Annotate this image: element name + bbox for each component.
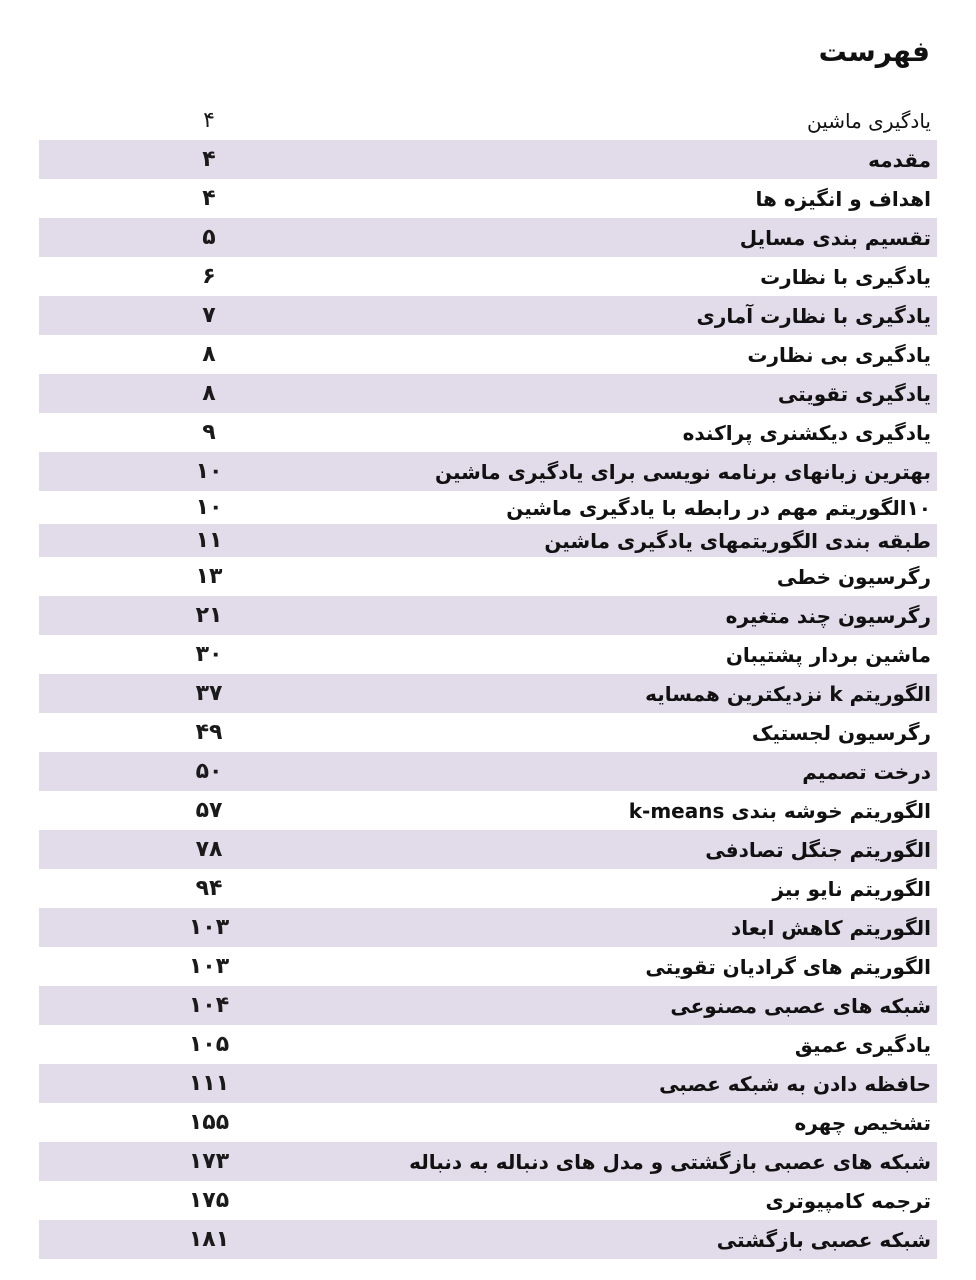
toc-entry-title: رگرسیون خطی [776, 564, 931, 589]
toc-entry-page: ۸ [202, 381, 216, 406]
toc-entry-page: ۱۵۵ [188, 1110, 230, 1135]
toc-entry-page: ۹۴ [195, 876, 223, 901]
toc-entry[interactable] [39, 674, 937, 713]
toc-entry[interactable] [39, 257, 937, 296]
toc-entry-page: ۱۰۳ [188, 915, 230, 940]
toc-entry[interactable] [39, 1064, 937, 1103]
toc-entry-page: ۵ [202, 225, 216, 250]
toc-entry[interactable] [39, 179, 937, 218]
toc-entry-page: ۱۰۴ [188, 993, 230, 1018]
toc-entry-title: درخت تصمیم [802, 759, 931, 784]
toc-entry[interactable] [39, 524, 937, 557]
toc-entry-title: حافظه دادن به شبکه عصبی [659, 1071, 931, 1096]
toc-entry[interactable] [39, 140, 937, 179]
toc-entry-title: یادگیری با نظارت [760, 264, 931, 289]
toc-entry-page: ۸ [202, 342, 216, 367]
toc-entry[interactable] [39, 1103, 937, 1142]
toc-entry-title: یادگیری بی نظارت [747, 342, 931, 367]
toc-entry-title: بهترین زبانهای برنامه نویسی برای یادگیری ماشین [434, 459, 931, 484]
toc-entry-page: ۴ [203, 108, 215, 133]
toc-entry-page: ۴ [202, 147, 216, 172]
toc-list [39, 101, 937, 1259]
toc-entry-page: ۴ [202, 186, 216, 211]
toc-entry-title: مقدمه [868, 147, 931, 172]
toc-entry[interactable] [39, 986, 937, 1025]
toc-entry-page: ۱۰ [195, 459, 223, 484]
toc-entry[interactable] [39, 218, 937, 257]
toc-entry-title: تشخیص چهره [794, 1110, 931, 1135]
toc-entry[interactable] [39, 830, 937, 869]
toc-entry-page: ۱۷۳ [188, 1149, 230, 1174]
toc-entry-page: ۱۱ [195, 528, 223, 553]
toc-entry[interactable] [39, 947, 937, 986]
toc-entry[interactable] [39, 1220, 937, 1259]
toc-entry-title: ۱۰الگوریتم مهم در رابطه با یادگیری ماشین [506, 495, 931, 520]
toc-entry-title: الگوریتم نایو بیز [772, 876, 931, 901]
toc-entry[interactable] [39, 296, 937, 335]
toc-entry-title: الگوریتم های گرادیان تقویتی [645, 954, 931, 979]
toc-entry-page: ۲۱ [195, 603, 223, 628]
toc-entry[interactable] [39, 452, 937, 491]
toc-entry-title: رگرسیون چند متغیره [725, 603, 931, 628]
toc-entry[interactable] [39, 791, 937, 830]
toc-entry-title: ماشین بردار پشتیبان [725, 642, 931, 667]
toc-entry[interactable] [39, 713, 937, 752]
toc-entry-title: شبکه عصبی بازگشتی [716, 1227, 931, 1252]
toc-entry-page: ۳۷ [195, 681, 223, 706]
toc-entry-title: یادگیری ماشین [807, 108, 931, 133]
toc-entry-page: ۶ [202, 264, 216, 289]
toc-entry[interactable] [39, 491, 937, 524]
toc-entry-title: ترجمه کامپیوتری [765, 1188, 931, 1213]
toc-entry[interactable] [39, 101, 937, 140]
toc-entry-page: ۵۰ [195, 759, 223, 784]
toc-entry-title: تقسیم بندی مسایل [739, 225, 931, 250]
toc-entry[interactable] [39, 557, 937, 596]
toc-entry-title: طبقه بندی الگوریتمهای یادگیری ماشین [544, 528, 931, 553]
toc-entry-page: ۹ [202, 420, 216, 445]
toc-entry-title: اهداف و انگیزه ها [755, 186, 931, 211]
page-title: فهرست [818, 35, 930, 68]
toc-entry[interactable] [39, 1025, 937, 1064]
toc-entry-title: الگوریتم خوشه بندی k-means [628, 798, 931, 823]
toc-entry-page: ۷۸ [195, 837, 223, 862]
toc-entry-title: یادگیری دیکشنری پراکنده [682, 420, 931, 445]
toc-entry-page: ۱۳ [195, 564, 223, 589]
toc-entry-page: ۱۰۳ [188, 954, 230, 979]
toc-entry[interactable] [39, 908, 937, 947]
toc-entry[interactable] [39, 1181, 937, 1220]
toc-entry-page: ۵۷ [195, 798, 223, 823]
toc-entry[interactable] [39, 869, 937, 908]
toc-entry-page: ۱۷۵ [188, 1188, 230, 1213]
toc-entry-title: شبکه های عصبی مصنوعی [670, 993, 931, 1018]
toc-entry[interactable] [39, 335, 937, 374]
toc-entry-title: الگوریتم k نزدیکترین همسایه [645, 681, 931, 706]
toc-entry[interactable] [39, 635, 937, 674]
toc-entry[interactable] [39, 374, 937, 413]
toc-entry-page: ۱۱۱ [188, 1071, 230, 1096]
toc-entry-title: الگوریتم جنگل تصادفی [705, 837, 931, 862]
toc-entry-title: یادگیری عمیق [794, 1032, 931, 1057]
toc-entry-title: رگرسیون لجستیک [751, 720, 931, 745]
toc-entry-page: ۳۰ [195, 642, 223, 667]
toc-entry[interactable] [39, 752, 937, 791]
toc-entry-page: ۱۰ [195, 495, 223, 520]
toc-entry-page: ۷ [202, 303, 216, 328]
toc-entry-title: یادگیری تقویتی [777, 381, 931, 406]
toc-entry-page: ۱۰۵ [188, 1032, 230, 1057]
toc-entry[interactable] [39, 413, 937, 452]
toc-entry-page: ۴۹ [195, 720, 223, 745]
toc-entry[interactable] [39, 1142, 937, 1181]
toc-entry-page: ۱۸۱ [188, 1227, 230, 1252]
toc-entry-title: یادگیری با نظارت آماری [696, 303, 931, 328]
toc-entry-title: شبکه های عصبی بازگشتی و مدل های دنباله به دنباله [409, 1149, 931, 1174]
toc-entry-title: الگوریتم کاهش ابعاد [730, 915, 931, 940]
toc-entry[interactable] [39, 596, 937, 635]
